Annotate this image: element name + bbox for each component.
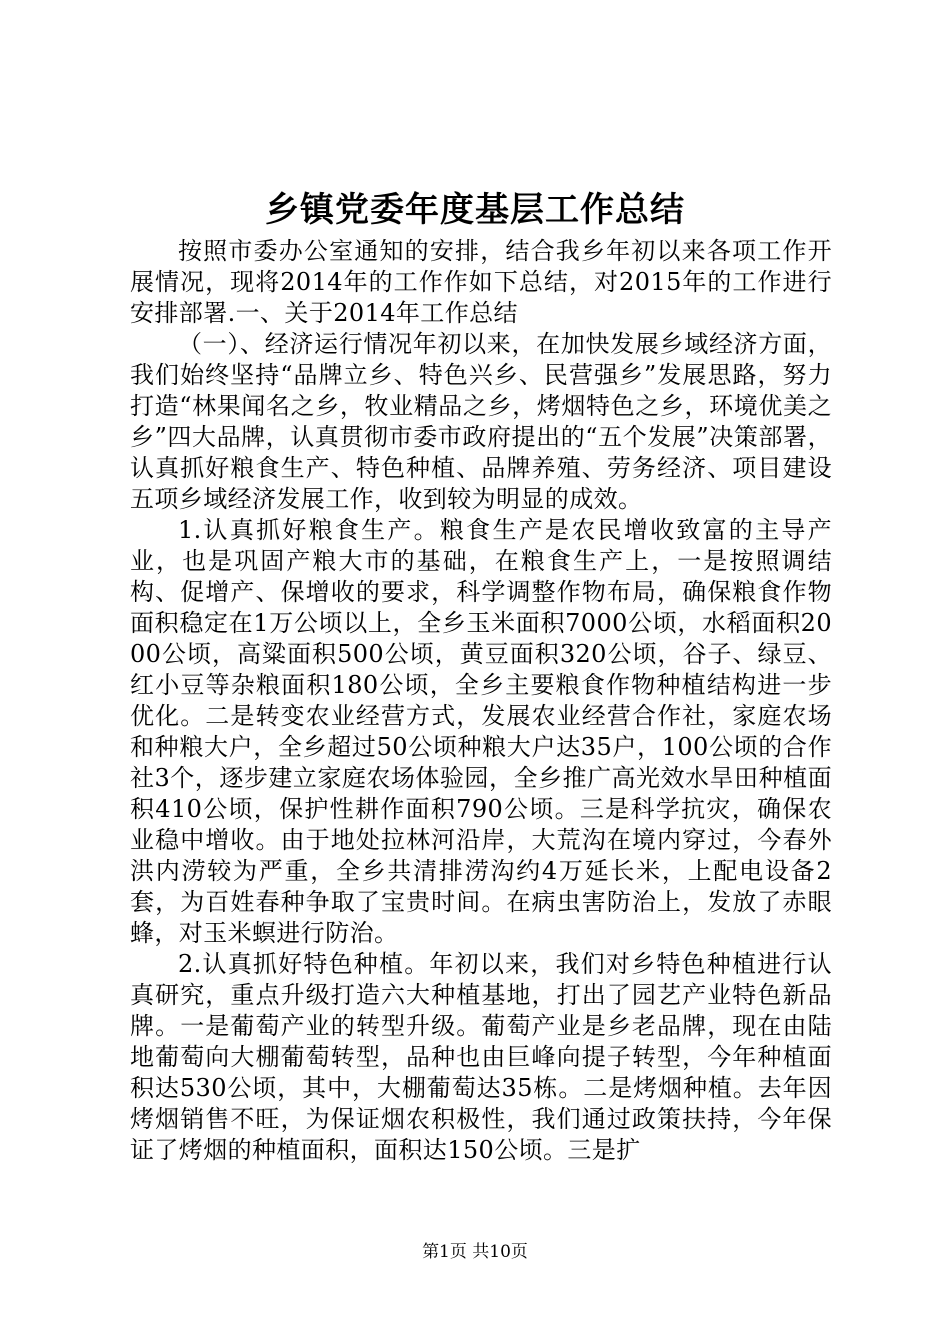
page-number-footer: 第1页 共10页 (422, 1242, 528, 1262)
paragraph-specialty: 2.认真抓好特色种植。年初以来，我们对乡特色种植进行认真研究，重点升级打造六大种植基地，打出了园艺产业特色新品牌。一是葡萄产业的转型升级。葡萄产业是乡老品牌，现在由陆地葡萄向大棚葡萄转型，品种也由巨峰向提子转型，今年种植面积达530公顷，其中，大棚葡萄达35栋。二是烤烟种植。去年因烤烟销售不旺，为保证烟农积极性，我们通过政策扶持，今年保证了烤烟的种植面积，面积达150公顷。三是扩 (130, 950, 832, 1164)
paragraph-grain: 1.认真抓好粮食生产。粮食生产是农民增收致富的主导产业，也是巩固产粮大市的基础，在粮食生产上，一是按照调结构、促增产、保增收的要求，科学调整作物布局，确保粮食作物面积稳定在1万公顷以上，全乡玉米面积7000公顷，水稻面积2000公顷，高粱面积500公顷，黄豆面积320公顷，谷子、绿豆、红小豆等杂粮面积180公顷，全乡主要粮食作物种植结构进一步优化。二是转变农业经营方式，发展农业经营合作社，家庭农场和种粮大户，全乡超过50公顷种粮大户达35户，100公顷的合作社3个，逐步建立家庭农场体验园，全乡推广高光效水旱田种植面积410公顷，保护性耕作面积790公顷。三是科学抗灾，确保农业稳中增收。由于地处拉林河沿岸，大荒沟在境内穿过，今春外洪内涝较为严重，全乡共清排涝沟约4万延长米，上配电设备2套，为百姓春种争取了宝贵时间。在病虫害防治上，发放了赤眼蜂，对玉米螟进行防治。 (130, 516, 832, 947)
paragraph-intro: 按照市委办公室通知的安排，结合我乡年初以来各项工作开展情况，现将2014年的工作作如下总结，对2015年的工作进行安排部署.一、关于2014年工作总结 (130, 237, 832, 327)
document-title: 乡镇党委年度基层工作总结 (265, 190, 685, 230)
paragraph-economy: （一）、经济运行情况年初以来，在加快发展乡域经济方面，我们始终坚持“品牌立乡、特色兴乡、民营强乡”发展思路，努力打造“林果闻名之乡，牧业精品之乡，烤烟特色之乡，环境优美之乡”四大品牌，认真贯彻市委市政府提出的“五个发展”决策部署，认真抓好粮食生产、特色种植、品牌养殖、劳务经济、项目建设五项乡域经济发展工作，收到较为明显的成效。 (130, 330, 832, 513)
document-body (130, 236, 832, 1166)
